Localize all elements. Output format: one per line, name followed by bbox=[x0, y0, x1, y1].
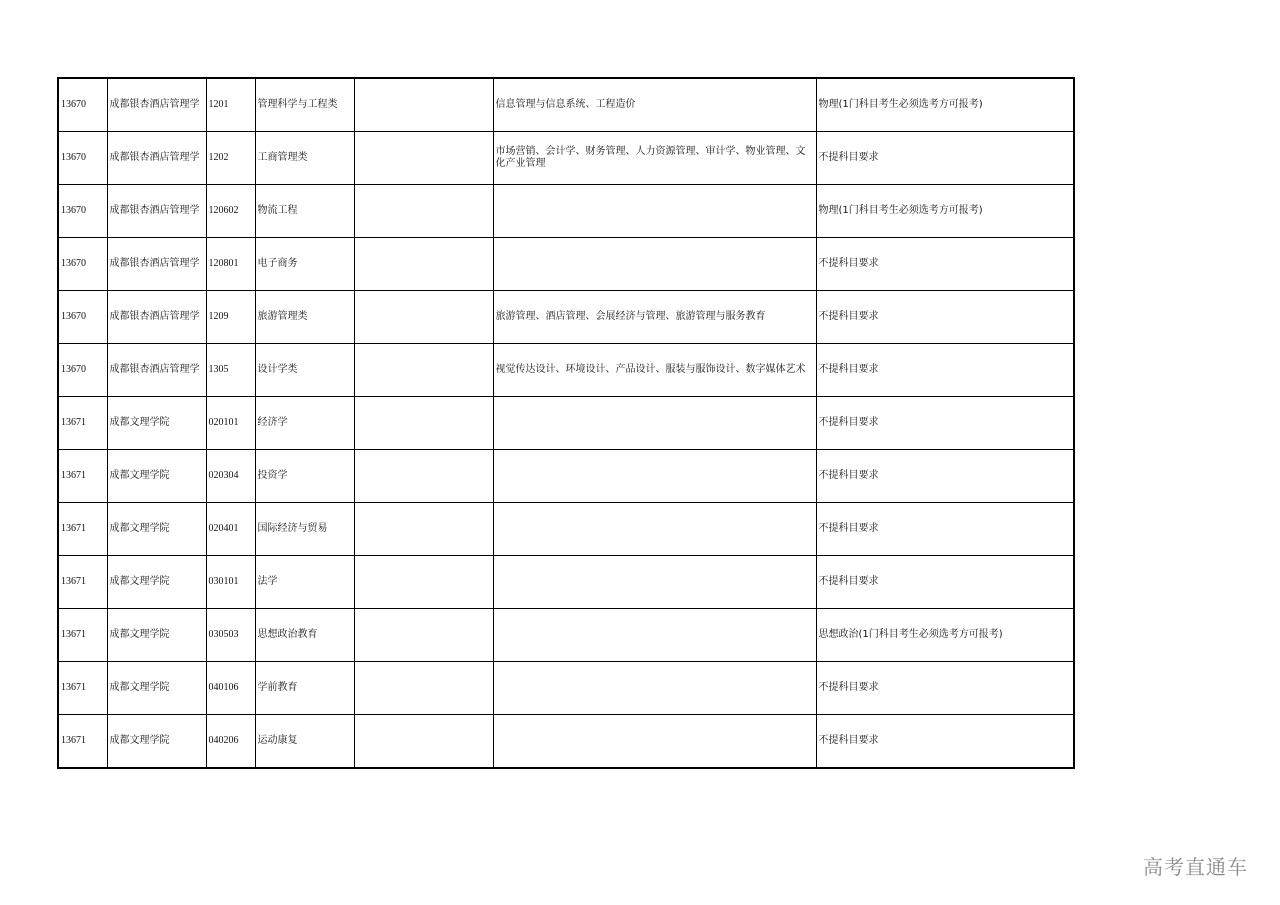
major-name-cell: 学前教育 bbox=[255, 662, 354, 715]
institution-name-cell: 成都银杏酒店管理学 bbox=[107, 185, 206, 238]
institution-code-cell: 13671 bbox=[58, 450, 107, 503]
watermark-text: 高考直通车 bbox=[1143, 855, 1248, 879]
blank-cell bbox=[354, 503, 493, 556]
included-majors-cell: 信息管理与信息系统、工程造价 bbox=[493, 78, 816, 132]
table-row bbox=[58, 556, 1074, 609]
institution-name-cell: 成都文理学院 bbox=[107, 397, 206, 450]
major-code-cell: 020401 bbox=[206, 503, 255, 556]
blank-cell bbox=[354, 556, 493, 609]
table-row bbox=[58, 450, 1074, 503]
subject-requirement-cell: 物理(1门科目考生必须选考方可报考) bbox=[816, 185, 1074, 238]
institution-code-cell: 13670 bbox=[58, 132, 107, 185]
major-name-cell: 物流工程 bbox=[255, 185, 354, 238]
blank-cell bbox=[354, 609, 493, 662]
major-name-cell: 法学 bbox=[255, 556, 354, 609]
subject-requirement-cell: 物理(1门科目考生必须选考方可报考) bbox=[816, 78, 1074, 132]
included-majors-cell: 市场营销、会计学、财务管理、人力资源管理、审计学、物业管理、文化产业管理 bbox=[493, 132, 816, 185]
institution-name-cell: 成都银杏酒店管理学 bbox=[107, 132, 206, 185]
subject-requirement-cell: 不提科目要求 bbox=[816, 397, 1074, 450]
blank-cell bbox=[354, 291, 493, 344]
major-code-cell: 120801 bbox=[206, 238, 255, 291]
institution-name-cell: 成都文理学院 bbox=[107, 662, 206, 715]
major-name-cell: 旅游管理类 bbox=[255, 291, 354, 344]
table-row bbox=[58, 291, 1074, 344]
institution-code-cell: 13671 bbox=[58, 503, 107, 556]
institution-code-cell: 13671 bbox=[58, 662, 107, 715]
institution-code-cell: 13671 bbox=[58, 397, 107, 450]
table-row bbox=[58, 132, 1074, 185]
blank-cell bbox=[354, 662, 493, 715]
institution-code-cell: 13671 bbox=[58, 715, 107, 769]
subject-requirement-cell: 不提科目要求 bbox=[816, 344, 1074, 397]
institution-code-cell: 13670 bbox=[58, 291, 107, 344]
major-name-cell: 投资学 bbox=[255, 450, 354, 503]
major-code-cell: 030503 bbox=[206, 609, 255, 662]
subject-requirement-cell: 思想政治(1门科目考生必须选考方可报考) bbox=[816, 609, 1074, 662]
institution-name-cell: 成都文理学院 bbox=[107, 609, 206, 662]
major-code-cell: 1305 bbox=[206, 344, 255, 397]
major-code-cell: 120602 bbox=[206, 185, 255, 238]
institution-code-cell: 13670 bbox=[58, 238, 107, 291]
major-name-cell: 工商管理类 bbox=[255, 132, 354, 185]
institution-name-cell: 成都文理学院 bbox=[107, 503, 206, 556]
institution-name-cell: 成都银杏酒店管理学 bbox=[107, 78, 206, 132]
major-code-cell: 040206 bbox=[206, 715, 255, 769]
included-majors-cell bbox=[493, 662, 816, 715]
institution-name-cell: 成都银杏酒店管理学 bbox=[107, 291, 206, 344]
table-row bbox=[58, 609, 1074, 662]
major-code-cell: 020304 bbox=[206, 450, 255, 503]
table-row bbox=[58, 344, 1074, 397]
major-code-cell: 1202 bbox=[206, 132, 255, 185]
included-majors-cell bbox=[493, 503, 816, 556]
table-row bbox=[58, 715, 1074, 769]
included-majors-cell: 旅游管理、酒店管理、会展经济与管理、旅游管理与服务教育 bbox=[493, 291, 816, 344]
major-name-cell: 思想政治教育 bbox=[255, 609, 354, 662]
included-majors-cell bbox=[493, 185, 816, 238]
admissions-requirements-table bbox=[57, 77, 1075, 769]
institution-code-cell: 13671 bbox=[58, 556, 107, 609]
subject-requirement-cell: 不提科目要求 bbox=[816, 556, 1074, 609]
included-majors-cell: 视觉传达设计、环境设计、产品设计、服装与服饰设计、数字媒体艺术 bbox=[493, 344, 816, 397]
subject-requirement-cell: 不提科目要求 bbox=[816, 503, 1074, 556]
blank-cell bbox=[354, 78, 493, 132]
institution-name-cell: 成都文理学院 bbox=[107, 450, 206, 503]
major-name-cell: 设计学类 bbox=[255, 344, 354, 397]
institution-name-cell: 成都文理学院 bbox=[107, 556, 206, 609]
table-body bbox=[58, 78, 1074, 768]
table-row bbox=[58, 185, 1074, 238]
included-majors-cell bbox=[493, 397, 816, 450]
subject-requirement-cell: 不提科目要求 bbox=[816, 238, 1074, 291]
subject-requirement-cell: 不提科目要求 bbox=[816, 450, 1074, 503]
major-name-cell: 经济学 bbox=[255, 397, 354, 450]
blank-cell bbox=[354, 344, 493, 397]
major-name-cell: 运动康复 bbox=[255, 715, 354, 769]
major-name-cell: 国际经济与贸易 bbox=[255, 503, 354, 556]
blank-cell bbox=[354, 397, 493, 450]
blank-cell bbox=[354, 132, 493, 185]
table-row bbox=[58, 503, 1074, 556]
institution-name-cell: 成都银杏酒店管理学 bbox=[107, 344, 206, 397]
table-row bbox=[58, 78, 1074, 132]
table-row bbox=[58, 238, 1074, 291]
blank-cell bbox=[354, 450, 493, 503]
major-code-cell: 030101 bbox=[206, 556, 255, 609]
major-code-cell: 020101 bbox=[206, 397, 255, 450]
major-code-cell: 1201 bbox=[206, 78, 255, 132]
table-row bbox=[58, 662, 1074, 715]
blank-cell bbox=[354, 715, 493, 769]
institution-code-cell: 13671 bbox=[58, 609, 107, 662]
blank-cell bbox=[354, 238, 493, 291]
blank-cell bbox=[354, 185, 493, 238]
included-majors-cell bbox=[493, 450, 816, 503]
table-row bbox=[58, 397, 1074, 450]
major-name-cell: 电子商务 bbox=[255, 238, 354, 291]
institution-name-cell: 成都文理学院 bbox=[107, 715, 206, 769]
included-majors-cell bbox=[493, 609, 816, 662]
institution-name-cell: 成都银杏酒店管理学 bbox=[107, 238, 206, 291]
major-code-cell: 040106 bbox=[206, 662, 255, 715]
major-code-cell: 1209 bbox=[206, 291, 255, 344]
subject-requirement-cell: 不提科目要求 bbox=[816, 291, 1074, 344]
included-majors-cell bbox=[493, 238, 816, 291]
institution-code-cell: 13670 bbox=[58, 185, 107, 238]
institution-code-cell: 13670 bbox=[58, 344, 107, 397]
included-majors-cell bbox=[493, 556, 816, 609]
subject-requirement-cell: 不提科目要求 bbox=[816, 715, 1074, 769]
major-name-cell: 管理科学与工程类 bbox=[255, 78, 354, 132]
included-majors-cell bbox=[493, 715, 816, 769]
subject-requirement-cell: 不提科目要求 bbox=[816, 132, 1074, 185]
institution-code-cell: 13670 bbox=[58, 78, 107, 132]
subject-requirement-cell: 不提科目要求 bbox=[816, 662, 1074, 715]
